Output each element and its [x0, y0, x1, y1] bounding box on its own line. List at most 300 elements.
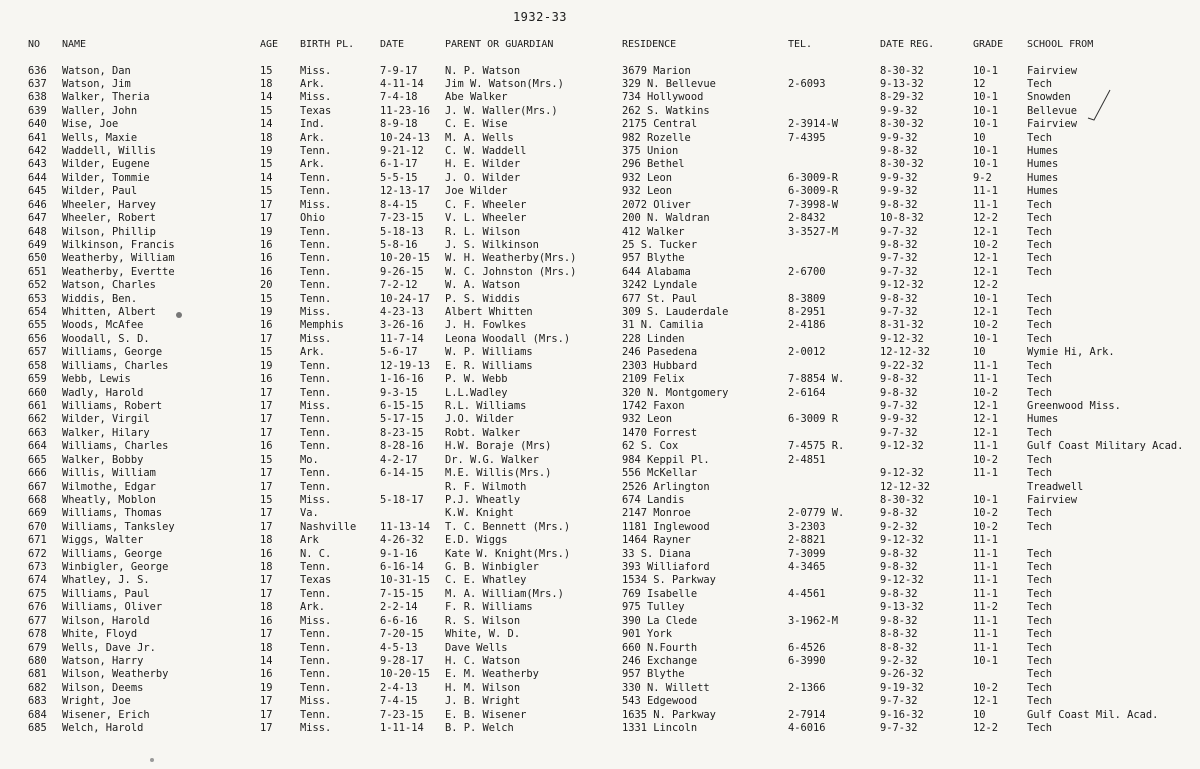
grade: 10-1	[973, 332, 999, 345]
school-from: Tech	[1027, 319, 1053, 332]
date-registered: 8-30-32	[880, 118, 924, 131]
residence: 674 Landis	[622, 493, 685, 506]
age: 19	[260, 225, 273, 238]
table-row	[0, 454, 1200, 467]
telephone: 8-3809	[788, 292, 826, 305]
age: 17	[260, 332, 273, 345]
birth-place: Tenn.	[300, 587, 332, 600]
student-name: Widdis, Ben.	[62, 292, 138, 305]
parent-guardian: M.E. Willis(Mrs.)	[445, 467, 552, 480]
grade: 11-1	[973, 440, 999, 453]
table-row	[0, 588, 1200, 601]
birth-date: 10-20-15	[380, 252, 431, 265]
telephone: 7-8854 W.	[788, 373, 845, 386]
birth-date: 4-26-32	[380, 534, 424, 547]
student-name: Winbigler, George	[62, 561, 169, 574]
student-name: Wheeler, Harvey	[62, 198, 156, 211]
date-registered: 9-7-32	[880, 695, 918, 708]
birth-place: Tenn.	[300, 238, 332, 251]
row-no: 685	[28, 722, 47, 735]
parent-guardian: E. M. Weatherby	[445, 668, 539, 681]
school-from: Tech	[1027, 225, 1053, 238]
birth-date: 7-9-17	[380, 64, 418, 77]
telephone: 6-4526	[788, 641, 826, 654]
student-name: Woodall, S. D.	[62, 332, 150, 345]
residence: 1181 Inglewood	[622, 520, 710, 533]
student-name: Weatherby, William	[62, 252, 175, 265]
row-no: 670	[28, 520, 47, 533]
table-row	[0, 239, 1200, 252]
table-row	[0, 373, 1200, 386]
row-no: 673	[28, 561, 47, 574]
residence: 262 S. Watkins	[622, 104, 710, 117]
school-from: Tech	[1027, 77, 1053, 90]
school-from: Tech	[1027, 628, 1053, 641]
student-name: Watson, Charles	[62, 279, 156, 292]
table-row	[0, 333, 1200, 346]
student-name: Wheatly, Moblon	[62, 493, 156, 506]
telephone: 2-3914-W	[788, 118, 839, 131]
birth-date: 8-28-16	[380, 440, 424, 453]
parent-guardian: E. R. Williams	[445, 359, 533, 372]
birth-place: Tenn.	[300, 681, 332, 694]
residence: 3679 Marion	[622, 64, 691, 77]
parent-guardian: J. S. Wilkinson	[445, 238, 539, 251]
school-from: Tech	[1027, 252, 1053, 265]
parent-guardian: R. F. Wilmoth	[445, 480, 527, 493]
table-row	[0, 494, 1200, 507]
parent-guardian: V. L. Wheeler	[445, 212, 527, 225]
residence: 62 S. Cox	[622, 440, 679, 453]
table-row	[0, 185, 1200, 198]
row-no: 656	[28, 332, 47, 345]
parent-guardian: E.D. Wiggs	[445, 534, 508, 547]
school-from: Tech	[1027, 373, 1053, 386]
age: 19	[260, 145, 273, 158]
date-registered: 9-19-32	[880, 681, 924, 694]
school-from: Tech	[1027, 292, 1053, 305]
grade: 10-2	[973, 520, 999, 533]
residence: 1534 S. Parkway	[622, 574, 716, 587]
grade: 10-1	[973, 654, 999, 667]
school-from: Wymie Hi, Ark.	[1027, 346, 1115, 359]
student-name: Williams, Robert	[62, 400, 163, 412]
row-no: 659	[28, 373, 47, 386]
student-name: Williams, Paul	[62, 587, 150, 600]
parent-guardian: R. L. Wilson	[445, 225, 521, 238]
residence: 246 Pasedena	[622, 346, 698, 359]
telephone: 2-6700	[788, 265, 826, 278]
school-from: Tech	[1027, 198, 1053, 211]
age: 16	[260, 614, 273, 627]
table-row	[0, 199, 1200, 212]
parent-guardian: Robt. Walker	[445, 426, 521, 439]
grade: 12-1	[973, 265, 999, 278]
telephone: 2-0779 W.	[788, 507, 845, 520]
parent-guardian: H. E. Wilder	[445, 158, 521, 171]
table-row	[0, 118, 1200, 131]
residence: 2303 Hubbard	[622, 359, 698, 372]
birth-place: Texas	[300, 574, 332, 587]
residence: 660 N.Fourth	[622, 641, 698, 654]
parent-guardian: J. H. Fowlkes	[445, 319, 527, 332]
school-from: Tech	[1027, 547, 1053, 560]
telephone: 2-6164	[788, 386, 826, 399]
parent-guardian: W. H. Weatherby(Mrs.)	[445, 252, 577, 265]
grade: 12-1	[973, 400, 999, 412]
parent-guardian: White, W. D.	[445, 628, 521, 641]
parent-guardian: R. S. Wilson	[445, 614, 521, 627]
school-from: Tech	[1027, 520, 1053, 533]
birth-place: Miss.	[300, 400, 332, 412]
birth-date: 9-3-15	[380, 386, 418, 399]
residence: 390 La Clede	[622, 614, 698, 627]
school-from: Tech	[1027, 212, 1053, 225]
telephone: 4-6016	[788, 722, 826, 735]
telephone: 4-3465	[788, 561, 826, 574]
table-row	[0, 65, 1200, 78]
grade: 10	[973, 708, 986, 721]
row-no: 676	[28, 601, 47, 614]
student-name: Whatley, J. S.	[62, 574, 150, 587]
table-row	[0, 440, 1200, 453]
birth-place: Tenn.	[300, 561, 332, 574]
birth-date: 7-2-12	[380, 279, 418, 292]
school-from: Tech	[1027, 131, 1053, 144]
school-from: Tech	[1027, 265, 1053, 278]
row-no: 681	[28, 668, 47, 681]
age: 16	[260, 252, 273, 265]
header-parent-guardian: PARENT OR GUARDIAN	[445, 39, 554, 50]
table-row	[0, 78, 1200, 91]
grade: 12-2	[973, 722, 999, 735]
student-name: Wilder, Tommie	[62, 171, 150, 184]
age: 16	[260, 668, 273, 681]
parent-guardian: W. C. Johnston (Mrs.)	[445, 265, 577, 278]
row-no: 648	[28, 225, 47, 238]
grade: 10-1	[973, 493, 999, 506]
student-name: Welch, Harold	[62, 722, 144, 735]
date-registered: 9-22-32	[880, 359, 924, 372]
table-row	[0, 574, 1200, 587]
birth-date: 7-23-15	[380, 212, 424, 225]
age: 16	[260, 547, 273, 560]
row-no: 678	[28, 628, 47, 641]
student-name: Watson, Harry	[62, 654, 144, 667]
grade: 10-1	[973, 104, 999, 117]
birth-date: 10-31-15	[380, 574, 431, 587]
school-from: Humes	[1027, 413, 1059, 426]
residence: 975 Tulley	[622, 601, 685, 614]
birth-place: Ark.	[300, 601, 326, 614]
school-from: Fairview	[1027, 493, 1078, 506]
residence: 320 N. Montgomery	[622, 386, 729, 399]
age: 18	[260, 641, 273, 654]
student-name: Williams, Charles	[62, 440, 169, 453]
birth-place: Nashville	[300, 520, 357, 533]
date-registered: 9-26-32	[880, 668, 924, 681]
date-registered: 9-8-32	[880, 547, 918, 560]
age: 16	[260, 238, 273, 251]
student-name: White, Floyd	[62, 628, 138, 641]
parent-guardian: F. R. Williams	[445, 601, 533, 614]
birth-date: 9-26-15	[380, 265, 424, 278]
age: 17	[260, 722, 273, 735]
row-no: 679	[28, 641, 47, 654]
birth-date: 1-11-14	[380, 722, 424, 735]
row-no: 658	[28, 359, 47, 372]
birth-place: Miss.	[300, 332, 332, 345]
age: 17	[260, 480, 273, 493]
birth-date: 6-16-14	[380, 561, 424, 574]
row-no: 636	[28, 64, 47, 77]
table-row	[0, 709, 1200, 722]
table-row	[0, 158, 1200, 171]
parent-guardian: Leona Woodall (Mrs.)	[445, 332, 571, 345]
grade: 12-1	[973, 695, 999, 708]
birth-date: 5-6-17	[380, 346, 418, 359]
residence: 2147 Monroe	[622, 507, 691, 520]
parent-guardian: J. B. Wright	[445, 695, 521, 708]
grade: 9-2	[973, 171, 992, 184]
row-no: 649	[28, 238, 47, 251]
age: 17	[260, 628, 273, 641]
birth-place: Tenn.	[300, 279, 332, 292]
residence: 1464 Rayner	[622, 534, 691, 547]
row-no: 639	[28, 104, 47, 117]
residence: 957 Blythe	[622, 668, 685, 681]
school-from: Gulf Coast Military Acad.	[1027, 440, 1184, 453]
residence: 1470 Forrest	[622, 426, 698, 439]
parent-guardian: M. A. William(Mrs.)	[445, 587, 564, 600]
age: 16	[260, 265, 273, 278]
date-registered: 10-8-32	[880, 212, 924, 225]
row-no: 672	[28, 547, 47, 560]
grade: 12-1	[973, 225, 999, 238]
table-row	[0, 91, 1200, 104]
grade: 11-1	[973, 561, 999, 574]
parent-guardian: E. B. Wisener	[445, 708, 527, 721]
telephone: 2-0012	[788, 346, 826, 359]
school-from: Tech	[1027, 574, 1053, 587]
age: 14	[260, 91, 273, 104]
residence: 2526 Arlington	[622, 480, 710, 493]
residence: 677 St. Paul	[622, 292, 698, 305]
birth-date: 6-14-15	[380, 467, 424, 480]
age: 14	[260, 118, 273, 131]
table-row	[0, 132, 1200, 145]
date-registered: 9-12-32	[880, 440, 924, 453]
parent-guardian: Kate W. Knight(Mrs.)	[445, 547, 571, 560]
header-age: AGE	[260, 39, 279, 50]
school-from: Snowden	[1027, 91, 1071, 104]
school-from: Tech	[1027, 507, 1053, 520]
birth-date: 8-4-15	[380, 198, 418, 211]
birth-place: Ark.	[300, 158, 326, 171]
school-from: Tech	[1027, 306, 1053, 319]
parent-guardian: Albert Whitten	[445, 306, 533, 319]
telephone: 4-4561	[788, 587, 826, 600]
student-name: Wilson, Weatherby	[62, 668, 169, 681]
birth-place: Miss.	[300, 695, 332, 708]
table-row	[0, 293, 1200, 306]
row-no: 654	[28, 306, 47, 319]
telephone: 7-3998-W	[788, 198, 839, 211]
school-from: Tech	[1027, 386, 1053, 399]
age: 17	[260, 574, 273, 587]
grade: 10	[973, 131, 986, 144]
school-from: Treadwell	[1027, 480, 1084, 493]
row-no: 668	[28, 493, 47, 506]
row-no: 637	[28, 77, 47, 90]
age: 18	[260, 131, 273, 144]
row-no: 651	[28, 265, 47, 278]
grade: 11-1	[973, 534, 999, 547]
date-registered: 9-8-32	[880, 507, 918, 520]
school-from: Humes	[1027, 158, 1059, 171]
parent-guardian: K.W. Knight	[445, 507, 514, 520]
residence: 932 Leon	[622, 171, 673, 184]
grade: 11-1	[973, 587, 999, 600]
school-from: Tech	[1027, 601, 1053, 614]
parent-guardian: T. C. Bennett (Mrs.)	[445, 520, 571, 533]
student-name: Wise, Joe	[62, 118, 119, 131]
student-name: Williams, Thomas	[62, 507, 163, 520]
table-row	[0, 212, 1200, 225]
grade: 11-1	[973, 467, 999, 480]
residence: 296 Bethel	[622, 158, 685, 171]
grade: 12-2	[973, 212, 999, 225]
residence: 329 N. Bellevue	[622, 77, 716, 90]
table-row	[0, 279, 1200, 292]
page-title: 1932-33	[512, 10, 568, 24]
student-name: Willis, William	[62, 467, 156, 480]
school-from: Fairview	[1027, 64, 1078, 77]
student-name: Wilmothe, Edgar	[62, 480, 156, 493]
table-row	[0, 548, 1200, 561]
residence: 33 S. Diana	[622, 547, 691, 560]
birth-date: 3-26-16	[380, 319, 424, 332]
residence: 246 Exchange	[622, 654, 698, 667]
table-row	[0, 145, 1200, 158]
residence: 31 N. Camilia	[622, 319, 704, 332]
grade: 11-1	[973, 185, 999, 198]
age: 16	[260, 319, 273, 332]
telephone: 2-8821	[788, 534, 826, 547]
grade: 11-1	[973, 574, 999, 587]
row-no: 638	[28, 91, 47, 104]
parent-guardian: L.L.Wadley	[445, 386, 508, 399]
table-row	[0, 400, 1200, 413]
parent-guardian: C. W. Waddell	[445, 145, 527, 158]
birth-date: 11-7-14	[380, 332, 424, 345]
birth-date: 2-2-14	[380, 601, 418, 614]
birth-place: Ark.	[300, 346, 326, 359]
table-row	[0, 655, 1200, 668]
grade: 10	[973, 346, 986, 359]
parent-guardian: J. W. Waller(Mrs.)	[445, 104, 558, 117]
birth-place: Ind.	[300, 118, 326, 131]
student-name: Walker, Theria	[62, 91, 150, 104]
birth-place: Tenn.	[300, 413, 332, 426]
grade: 10-2	[973, 453, 999, 466]
school-from: Tech	[1027, 426, 1053, 439]
residence: 982 Rozelle	[622, 131, 691, 144]
telephone: 2-8432	[788, 212, 826, 225]
birth-date: 5-5-15	[380, 171, 418, 184]
birth-date: 4-11-14	[380, 77, 424, 90]
birth-date: 4-5-13	[380, 641, 418, 654]
row-no: 650	[28, 252, 47, 265]
row-no: 642	[28, 145, 47, 158]
student-name: Wheeler, Robert	[62, 212, 156, 225]
age: 17	[260, 400, 273, 412]
birth-date: 4-2-17	[380, 453, 418, 466]
table-row	[0, 601, 1200, 614]
date-registered: 9-8-32	[880, 373, 918, 386]
date-registered: 9-7-32	[880, 265, 918, 278]
table-row	[0, 387, 1200, 400]
table-row	[0, 628, 1200, 641]
table-row	[0, 319, 1200, 332]
age: 17	[260, 695, 273, 708]
parent-guardian: R.L. Williams	[445, 400, 527, 412]
student-name: Waller, John	[62, 104, 138, 117]
residence: 2072 Oliver	[622, 198, 691, 211]
school-from: Tech	[1027, 238, 1053, 251]
grade: 10-2	[973, 238, 999, 251]
grade: 12-2	[973, 279, 999, 292]
school-from: Tech	[1027, 681, 1053, 694]
parent-guardian: N. P. Watson	[445, 64, 521, 77]
residence: 2175 Central	[622, 118, 698, 131]
date-registered: 9-2-32	[880, 520, 918, 533]
birth-date: 10-24-17	[380, 292, 431, 305]
birth-date: 9-1-16	[380, 547, 418, 560]
student-name: Wisener, Erich	[62, 708, 150, 721]
parent-guardian: P. S. Widdis	[445, 292, 521, 305]
grade: 11-2	[973, 601, 999, 614]
grade: 10-2	[973, 386, 999, 399]
student-name: Wilder, Paul	[62, 185, 138, 198]
date-registered: 9-16-32	[880, 708, 924, 721]
residence: 228 Linden	[622, 332, 685, 345]
birth-date: 10-24-13	[380, 131, 431, 144]
telephone: 3-3527-M	[788, 225, 839, 238]
row-no: 647	[28, 212, 47, 225]
row-no: 644	[28, 171, 47, 184]
age: 20	[260, 279, 273, 292]
residence: 1331 Lincoln	[622, 722, 698, 735]
telephone: 6-3009-R	[788, 171, 839, 184]
date-registered: 9-9-32	[880, 131, 918, 144]
grade: 10-2	[973, 507, 999, 520]
student-name: Williams, Tanksley	[62, 520, 175, 533]
age: 18	[260, 561, 273, 574]
school-from: Humes	[1027, 145, 1059, 158]
birth-date: 7-20-15	[380, 628, 424, 641]
birth-date: 6-6-16	[380, 614, 418, 627]
residence: 1635 N. Parkway	[622, 708, 716, 721]
telephone: 2-1366	[788, 681, 826, 694]
birth-date: 5-17-15	[380, 413, 424, 426]
residence: 957 Blythe	[622, 252, 685, 265]
table-row	[0, 668, 1200, 681]
residence: 25 S. Tucker	[622, 238, 698, 251]
row-no: 684	[28, 708, 47, 721]
birth-place: Tenn.	[300, 292, 332, 305]
parent-guardian: W. A. Watson	[445, 279, 521, 292]
